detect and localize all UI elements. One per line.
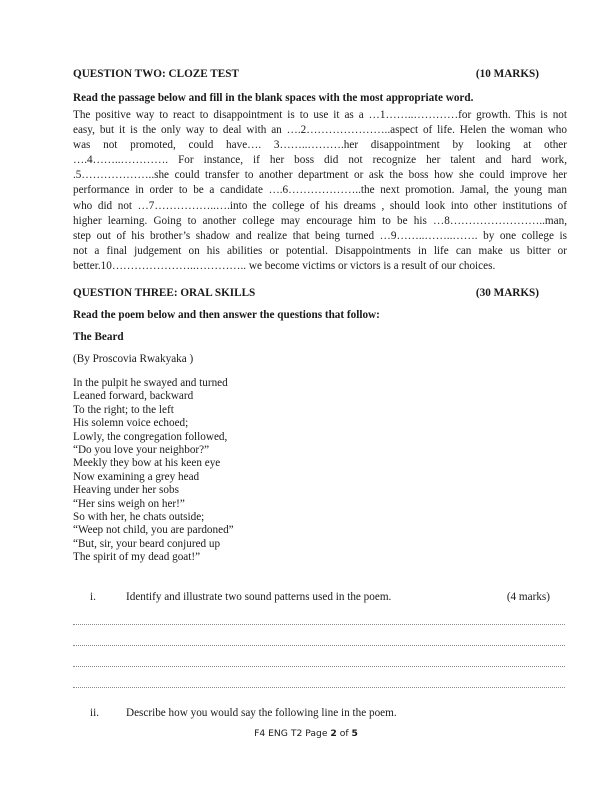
- poem-line: Leaned forward, backward: [73, 390, 194, 403]
- poem-line: “Weep not child, you are pardoned”: [73, 524, 234, 537]
- cloze-passage: [73, 108, 567, 274]
- poem-line: His solemn voice echoed;: [73, 417, 189, 430]
- passage-line: performance in order to be a candidate ….6………………..the next promotion. Jamal, the young man: [73, 184, 567, 197]
- passage-line: higher learning. Going to another college may encourage him to be his …8……………………..man,: [73, 214, 567, 227]
- question-three-title: QUESTION THREE: ORAL SKILLS: [73, 287, 256, 299]
- poem-body: [73, 377, 234, 565]
- footer-label: F4 ENG T2 Page: [254, 728, 331, 739]
- sub-question-number: ii.: [90, 707, 100, 719]
- passage-line: better.10…………………..………….. we become victims or victors is a result of our choices.: [73, 259, 496, 272]
- passage-line: not a final judgement on his abilities or potential. Disappointments in life can make us bitter or: [73, 244, 567, 257]
- sub-question-text: Identify and illustrate two sound patterns used in the poem.: [126, 591, 392, 603]
- passage-line: step out of his brother’s shadow and realize that being turned …9……..……..……. by one college is: [73, 229, 567, 242]
- passage-line: who did not …7……………..….into the college of his dreams , should look into other institutions of: [73, 199, 567, 212]
- passage-line: .5………………..she could transfer to another department or ask the boss how she could improve her: [73, 169, 567, 182]
- poem-line: To the right; to the left: [73, 403, 174, 416]
- sub-question-number: i.: [90, 591, 96, 603]
- poem-title: The Beard: [73, 331, 124, 343]
- sub-question-i: [90, 591, 550, 603]
- answer-line[interactable]: [73, 687, 565, 688]
- sub-question-text: Describe how you would say the following line in the poem.: [126, 707, 397, 719]
- poem-line: Meekly they bow at his keen eye: [73, 457, 221, 470]
- page-footer: [0, 728, 612, 739]
- answer-line[interactable]: [73, 624, 565, 625]
- poem-line: Now examining a grey head: [73, 470, 200, 483]
- question-three-marks: (30 MARKS): [475, 287, 539, 299]
- question-two-instruction: Read the passage below and fill in the blank spaces with the most appropriate word.: [73, 92, 474, 104]
- passage-line: The positive way to react to disappointment is to use it as a …1……..…………for growth. This is not: [73, 109, 567, 121]
- poem-line: The spirit of my dead goat!”: [73, 551, 201, 564]
- poem-line: Lowly, the congregation followed,: [73, 430, 228, 443]
- passage-line: was not promoted, could have…. 3……..……….her disappointment by looking at other: [73, 139, 567, 152]
- question-two-marks: (10 MARKS): [475, 68, 539, 80]
- poem-line: “But, sir, your beard conjured up: [73, 537, 221, 550]
- poem-line: “Her sins weigh on her!”: [73, 497, 185, 510]
- question-three-instruction: Read the poem below and then answer the questions that follow:: [73, 309, 380, 321]
- footer-total-pages: 5: [351, 728, 358, 739]
- footer-of: of: [336, 728, 352, 739]
- poem-line: In the pulpit he swayed and turned: [73, 377, 228, 389]
- poem-line: “Do you love your neighbor?”: [73, 444, 210, 457]
- poem-line: So with her, he chats outside;: [73, 511, 205, 524]
- sub-question-ii: [90, 707, 550, 719]
- question-two-heading: [73, 68, 539, 80]
- question-three-heading: [73, 287, 539, 299]
- poem-author: (By Proscovia Rwakyaka ): [73, 353, 194, 365]
- passage-line: ….4……..…………. For instance, if her boss did not recognize her talent and hard work,: [73, 154, 567, 167]
- footer-page-number: 2: [330, 728, 337, 739]
- passage-line: easy, but it is the only way to deal with an ….2…………………..aspect of life. Helen the woman who: [73, 124, 567, 137]
- answer-line[interactable]: [73, 666, 565, 667]
- poem-line: Heaving under her sobs: [73, 484, 179, 497]
- sub-question-marks: (4 marks): [506, 591, 550, 603]
- answer-line[interactable]: [73, 645, 565, 646]
- question-two-title: QUESTION TWO: CLOZE TEST: [73, 68, 239, 80]
